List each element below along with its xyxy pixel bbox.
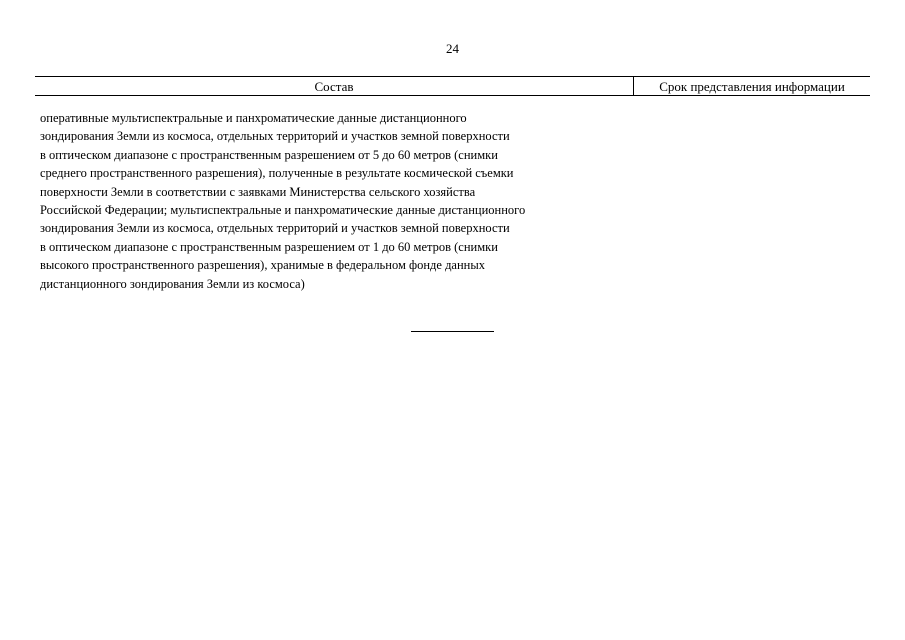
text-line: зондирования Земли из космоса, отдельных территорий и участков земной поверхности: [40, 221, 510, 236]
text-line: высокого пространственного разрешения), хранимые в федеральном фонде данных: [40, 258, 486, 273]
text-line: поверхности Земли в соответствии с заявками Министерства сельского хозяйства: [40, 184, 476, 199]
text-line: оперативные мультиспектральные и панхроматические данные дистанционного: [40, 111, 467, 125]
end-of-document-rule: [411, 331, 494, 332]
text-line: в оптическом диапазоне с пространственным разрешением от 1 до 60 метров (снимки: [40, 239, 498, 254]
text-line: в оптическом диапазоне с пространственным разрешением от 5 до 60 метров (снимки: [40, 147, 498, 162]
text-line: Российской Федерации; мультиспектральные и панхроматические данные дистанционного: [40, 203, 526, 218]
page-number: 24: [446, 41, 459, 56]
table-header: [35, 76, 870, 96]
text-line: дистанционного зондирования Земли из космоса): [40, 276, 305, 291]
text-line: зондирования Земли из космоса, отдельных территорий и участков земной поверхности: [40, 129, 510, 144]
column-header-deadline: Срок представления информации: [659, 79, 845, 94]
column-header-composition: Состав: [314, 79, 354, 94]
text-line: среднего пространственного разрешения), полученные в результате космической съемки: [40, 166, 514, 181]
composition-text: [40, 109, 640, 293]
